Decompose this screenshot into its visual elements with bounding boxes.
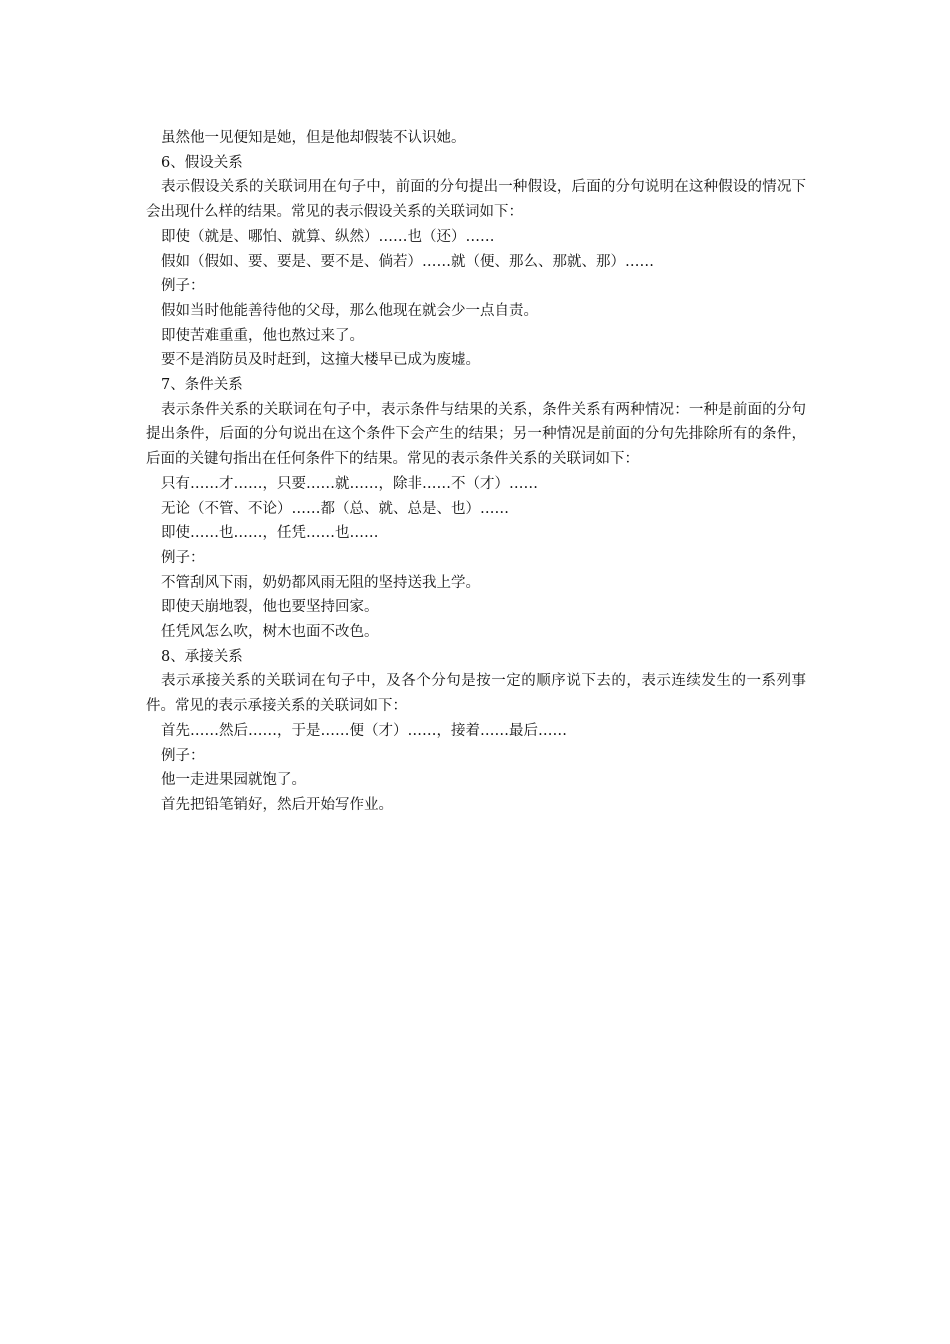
paragraph-hypothesis-intro: 表示假设关系的关联词用在句子中，前面的分句提出一种假设，后面的分句说明在这种假设的情况下会出现什么样的结果。常见的表示假设关系的关联词如下：	[146, 179, 806, 221]
connective-list-line: 即使（就是、哪怕、就算、纵然）……也（还）……	[161, 228, 495, 245]
section-heading-hypothesis: 6、假设关系	[161, 154, 243, 171]
connective-list-line: 即使……也……，任凭……也……	[161, 525, 379, 542]
examples-label: 例子：	[161, 278, 205, 295]
examples-label: 例子：	[161, 549, 205, 566]
section-heading-sequence: 8、承接关系	[161, 648, 243, 665]
examples-label: 例子：	[161, 747, 205, 764]
example-sentence: 他一走进果园就饱了。	[161, 772, 306, 789]
paragraph-line: 虽然他一见便知是她，但是他却假装不认识她。	[161, 130, 466, 146]
paragraph-sequence-intro: 表示承接关系的关联词在句子中，及各个分句是按一定的顺序说下去的，表示连续发生的一系列事件。常见的表示承接关系的关联词如下：	[146, 673, 806, 715]
connective-list-line: 无论（不管、不论）……都（总、就、总是、也）……	[161, 500, 509, 517]
section-heading-condition: 7、条件关系	[161, 377, 243, 394]
example-sentence: 即使天崩地裂，他也要坚持回家。	[161, 599, 379, 616]
connective-list-line: 假如（假如、要、要是、要不是、倘若）……就（便、那么、那就、那）……	[161, 253, 654, 270]
connective-list-line: 首先……然后……，于是……便（才）……，接着……最后……	[161, 722, 567, 739]
example-sentence: 任凭风怎么吹，树木也面不改色。	[161, 624, 379, 641]
example-sentence: 首先把铅笔销好，然后开始写作业。	[161, 796, 393, 813]
example-sentence: 即使苦难重重，他也熬过来了。	[161, 327, 364, 344]
connective-list-line: 只有……才……，只要……就……，除非……不（才）……	[161, 475, 538, 492]
example-sentence: 假如当时他能善待他的父母，那么他现在就会少一点自责。	[161, 302, 538, 319]
example-sentence: 要不是消防员及时赶到，这撞大楼早已成为废墟。	[161, 352, 480, 369]
document-body	[146, 126, 806, 818]
paragraph-condition-intro: 表示条件关系的关联词在句子中，表示条件与结果的关系，条件关系有两种情况：一种是前面的分句提出条件，后面的分句说出在这个条件下会产生的结果；另一种情况是前面的分句先排除所有的条件，后面的关键句指出在任何条件下的结果。常见的表示条件关系的关联词如下：	[146, 401, 806, 468]
example-sentence: 不管刮风下雨，奶奶都风雨无阻的坚持送我上学。	[161, 574, 480, 591]
